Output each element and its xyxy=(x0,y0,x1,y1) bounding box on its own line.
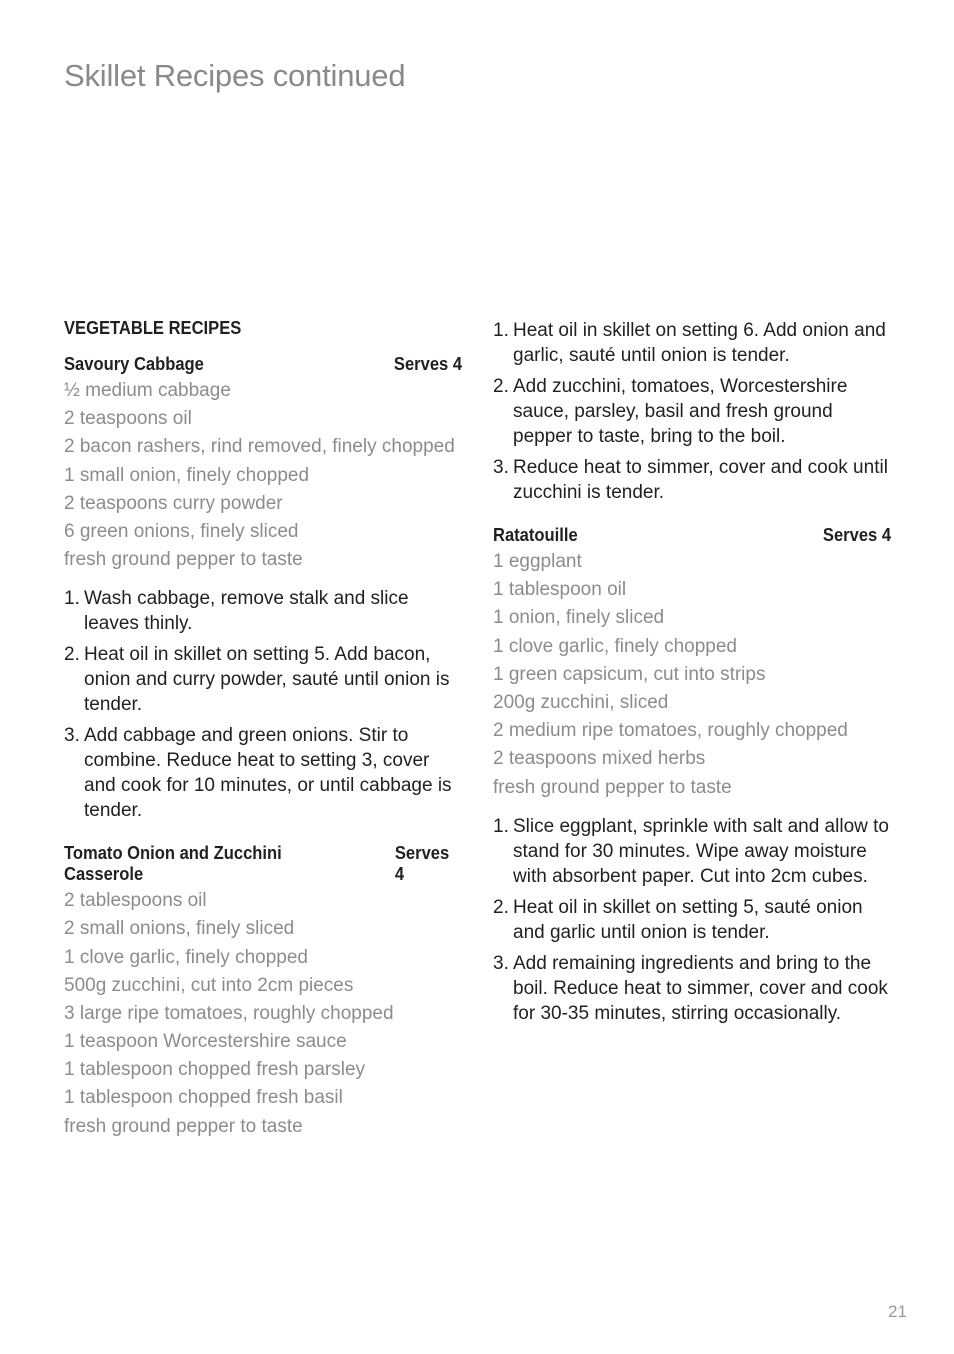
method-steps xyxy=(64,586,462,823)
step-number: 3. xyxy=(64,725,80,747)
recipe-header xyxy=(64,843,462,885)
page-number: 21 xyxy=(888,1302,907,1321)
method-step xyxy=(64,642,462,717)
page-title: Skillet Recipes continued xyxy=(64,58,406,93)
step-number: 3. xyxy=(493,457,509,478)
ingredient-item: fresh ground pepper to taste xyxy=(64,1115,303,1137)
step-text: Slice eggplant, sprinkle with salt and allow to stand for 30 minutes. Wipe away moisture with absorbent paper. Cut into 2cm cubes. xyxy=(513,815,889,887)
method-step xyxy=(493,814,891,889)
recipe-ratatouille xyxy=(493,525,891,1026)
method-steps xyxy=(493,318,891,505)
ingredient-item: 2 medium ripe tomatoes, roughly chopped xyxy=(493,720,848,742)
step-number: 3. xyxy=(493,952,509,974)
ingredient-item: 1 tablespoon oil xyxy=(493,579,627,601)
recipe-title: Tomato Onion and Zucchini Casserole xyxy=(64,843,282,885)
ingredient-item: 1 eggplant xyxy=(493,551,582,572)
ingredient-item: 2 tablespoons oil xyxy=(64,890,207,912)
method-step xyxy=(493,951,891,1026)
ingredient-item: 2 teaspoons oil xyxy=(64,408,192,430)
ingredient-item: 2 teaspoons mixed herbs xyxy=(493,748,706,770)
ingredient-item: 1 clove garlic, finely chopped xyxy=(493,635,737,657)
step-number: 1. xyxy=(493,815,509,837)
recipe-header xyxy=(64,354,462,375)
step-text: Add zucchini, tomatoes, Worcestershire sauce, parsley, basil and fresh ground pepper to taste, bring to the boil. xyxy=(513,376,848,447)
step-text: Heat oil in skillet on setting 6. Add onion and garlic, sauté until onion is tender. xyxy=(513,320,886,366)
method-step xyxy=(64,586,462,636)
ingredient-item: fresh ground pepper to taste xyxy=(64,549,303,571)
method-step xyxy=(493,374,891,449)
step-text: Add cabbage and green onions. Stir to combine. Reduce heat to setting 3, cover and cook for 10 minutes, or until cabbage is tender. xyxy=(84,725,452,822)
ingredient-list xyxy=(64,378,462,572)
ingredient-item: 2 small onions, finely sliced xyxy=(64,918,295,940)
recipe-title: Savoury Cabbage xyxy=(64,354,204,374)
ingredient-item: 200g zucchini, sliced xyxy=(493,691,669,713)
ingredient-item: ½ medium cabbage xyxy=(64,380,231,401)
ingredient-item: 2 bacon rashers, rind removed, finely chopped xyxy=(64,436,455,458)
method-step xyxy=(493,318,891,368)
step-text: Heat oil in skillet on setting 5, sauté onion and garlic until onion is tender. xyxy=(513,896,863,943)
step-number: 2. xyxy=(64,644,80,666)
ingredient-item: 1 small onion, finely chopped xyxy=(64,464,310,486)
ingredient-item: 1 green capsicum, cut into strips xyxy=(493,663,766,685)
recipe-savoury-cabbage xyxy=(64,354,462,823)
ingredient-item: 1 clove garlic, finely chopped xyxy=(64,946,308,968)
method-step xyxy=(493,455,891,505)
method-steps xyxy=(493,814,891,1026)
recipe-title: Ratatouille xyxy=(493,525,578,545)
section-heading: VEGETABLE RECIPES xyxy=(64,318,242,338)
step-number: 1. xyxy=(64,588,80,610)
ingredient-item: 3 large ripe tomatoes, roughly chopped xyxy=(64,1002,394,1024)
right-column xyxy=(493,318,891,1032)
ingredient-item: 1 tablespoon chopped fresh basil xyxy=(64,1087,343,1109)
step-number: 2. xyxy=(493,896,509,918)
recipe-serves: Serves 4 xyxy=(394,843,449,885)
recipe-serves: Serves 4 xyxy=(822,525,891,545)
step-text: Reduce heat to simmer, cover and cook until zucchini is tender. xyxy=(513,457,888,503)
ingredient-item: 1 tablespoon chopped fresh parsley xyxy=(64,1059,366,1081)
recipe-header xyxy=(493,525,891,546)
ingredient-item: 1 onion, finely sliced xyxy=(493,607,665,629)
step-number: 2. xyxy=(493,376,509,397)
step-text: Wash cabbage, remove stalk and slice leaves thinly. xyxy=(84,588,409,635)
method-step xyxy=(493,895,891,945)
step-number: 1. xyxy=(493,320,509,341)
left-column xyxy=(64,318,462,1153)
step-text: Heat oil in skillet on setting 5. Add bacon, onion and curry powder, sauté until onion is tender. xyxy=(84,644,450,716)
method-step xyxy=(64,723,462,823)
ingredient-item: 6 green onions, finely sliced xyxy=(64,520,299,542)
ingredient-item: 1 teaspoon Worcestershire sauce xyxy=(64,1031,347,1053)
ingredient-item: 2 teaspoons curry powder xyxy=(64,492,283,514)
recipe-tomato-onion-zucchini-casserole xyxy=(64,843,462,1139)
ingredient-list xyxy=(64,888,462,1139)
ingredient-list xyxy=(493,549,891,800)
ingredient-item: fresh ground pepper to taste xyxy=(493,776,732,798)
step-text: Add remaining ingredients and bring to the boil. Reduce heat to simmer, cover and cook for 30-35 minutes, stirring occasionally. xyxy=(513,952,888,1024)
ingredient-item: 500g zucchini, cut into 2cm pieces xyxy=(64,974,354,996)
recipe-serves: Serves 4 xyxy=(393,354,462,374)
